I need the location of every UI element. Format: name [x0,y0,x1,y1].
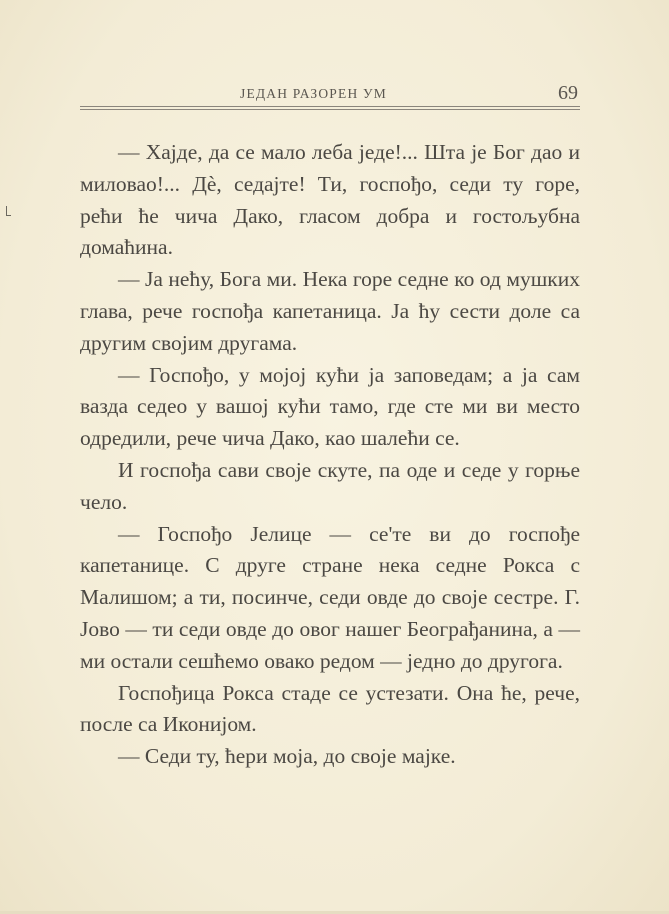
paragraph: — Хајде, да се мало леба једе!... Шта је Бог дао и миловао!... Дè, седајте! Ти, госпођо, седи ту горе, рећи ће чича Дако, гласом добра и гостољубна домаћина. [80,140,580,260]
paragraph: — Ја нећу, Бога ми. Нека горе седне ко од мушких глава, рече госпођа капетаница. Ја ћу сести доле са другим својим другама. [80,267,580,355]
margin-mark [6,206,11,216]
paragraph: И госпођа сави своје скуте, па оде и седе у горње чело. [80,457,580,514]
body-text [80,137,580,773]
paragraph: Госпођица Рокса стаде се устезати. Она ће, рече, после са Иконијом. [80,680,580,737]
header-rule-top [80,106,580,107]
header-rule-bottom [80,109,580,110]
paragraph: — Госпођо, у мојој кући ја заповедам; а ја сам вазда седео у вашој кући тамо, где сте ми ви место одредили, рече чича Дако, као шалећи се. [80,362,580,451]
page-header [80,82,580,108]
paragraph: — Госпођо Јелице — се'те ви до госпође капетанице. С друге стране нека седне Рокса с Малишом; а ти, посинче, седи овде до своје сестре. Г. Јово — ти седи овде до овог нашег Београђанина, а — ми остали сешћемо овако редом — једно до другога. [80,521,580,673]
page-number: 69 [558,82,578,104]
running-title: ЈЕДАН РАЗОРЕН УМ [240,86,387,101]
paragraph: — Седи ту, ћери моја, до своје мајке. [118,744,456,769]
